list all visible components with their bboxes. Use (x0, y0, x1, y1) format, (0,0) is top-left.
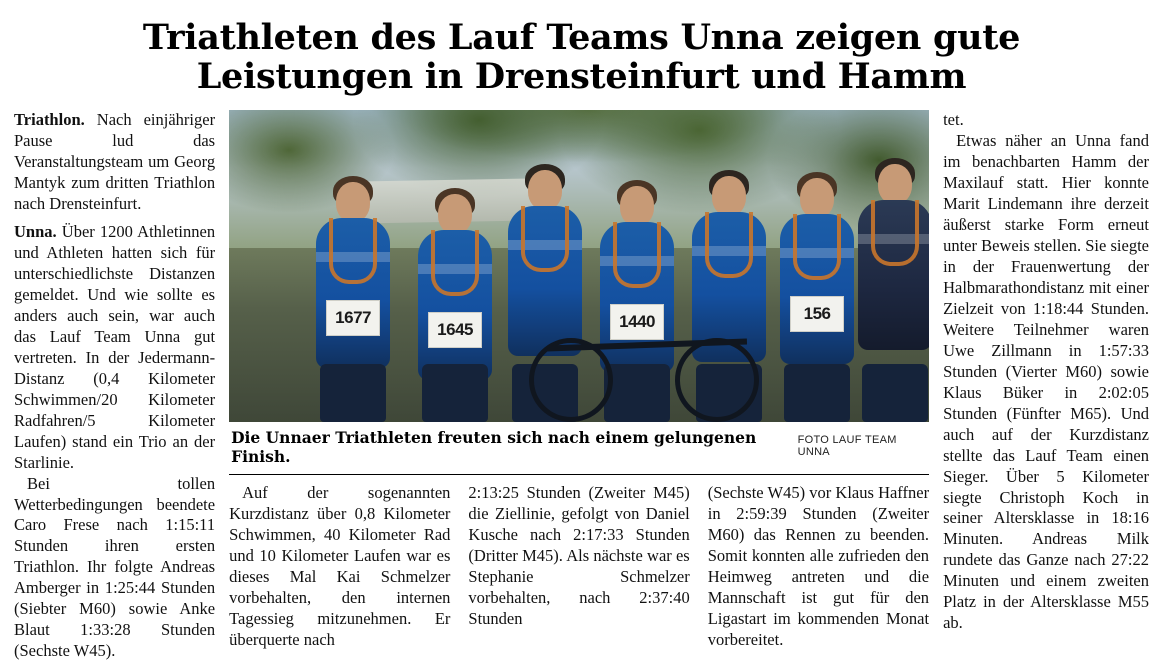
bottom-column-1 (229, 483, 462, 651)
photo-block (229, 110, 929, 475)
unna-paragraph (14, 222, 215, 473)
athlete-legs (320, 364, 386, 422)
medal-ribbon (521, 206, 569, 272)
headline-line-2: Leistungen in Drensteinfurt und Hamm (196, 56, 967, 98)
athlete-legs (784, 364, 850, 422)
race-bib-number: 1677 (326, 300, 380, 336)
athlete-head (438, 194, 472, 234)
bottom-column-2 (462, 483, 695, 651)
right-paragraph-0: tet. (943, 110, 964, 130)
bottom-paragraph-1: Auf der sogenannten Kurzdistanz über 0,8 Kilometer Schwimmen, 40 Kilometer Rad und 10 Kilometer Laufen war es dieses Mal Kai Schmelzer vorbehalten, den internen Tagessieg mitzunehmen. Er überquerte nach (229, 483, 451, 650)
medal-ribbon (431, 230, 479, 296)
race-bib-number: 1440 (610, 304, 664, 340)
athlete-legs (422, 364, 488, 422)
athlete-figure (847, 164, 929, 422)
bottom-paragraph-2: 2:13:25 Stunden (Zweiter M45) die Ziellinie, gefolgt von Daniel Kusche nach 2:17:33 Stunden (Dritter M45). Als nächste war es Stephanie Schmelzer vorbehalten, nach 2:37:40 Stunden (468, 483, 690, 629)
athlete-head (712, 176, 746, 216)
bottom-column-3 (696, 483, 929, 651)
race-bib-number: 1645 (428, 312, 482, 348)
athlete-legs (862, 364, 928, 422)
bicycle (529, 326, 759, 422)
intro-lead: Triathlon. (14, 110, 85, 130)
photo-caption-row (229, 422, 929, 475)
photo-caption: Die Unnaer Triathleten freuten sich nach einem gelungenen Finish. (231, 428, 757, 467)
left-paragraph-3: Bei tollen Wetterbedingungen beendete Caro Frese nach 1:15:11 Stunden ihren ersten Triathlon. Ihr folgte Andreas Amberger in 1:25:44 Stunden (Siebter M60) sowie Anke Blaut 1:33:28 Stunden (Sechste W45). (14, 473, 216, 661)
team-photo (229, 110, 929, 422)
center-column (229, 110, 929, 651)
medal-ribbon (871, 200, 919, 266)
bicycle-wheel (675, 338, 759, 422)
bottom-paragraph-3: (Sechste W45) vor Klaus Haffner in 2:59:39 Stunden (Zweiter M60) das Rennen zu beenden. Somit konnten alle zufrieden den Heimweg antreten und die Mannschaft ist gut für den Ligastart im kommenden Monat vorbereitet. (707, 483, 930, 650)
bottom-columns (229, 475, 929, 651)
headline-line-1: Triathleten des Lauf Teams Unna zeigen gute (142, 17, 1021, 58)
athlete-head (800, 178, 834, 218)
page-title (14, 18, 1149, 96)
athlete-head (878, 164, 912, 204)
athlete-head (336, 182, 370, 222)
medal-ribbon (329, 218, 377, 284)
unna-lead: Unna. (14, 222, 57, 242)
article-columns (14, 110, 1149, 662)
medal-ribbon (613, 222, 661, 288)
unna-text: Über 1200 Athletinnen und Athleten hatten sich für unterschiedlichste Distanzen gemeldet. Und wie sollte es anders auch sein, war auch das Lauf Team Unna gut vertreten. In der Jedermann-Distanz (0,4 Kilometer Schwimmen/20 Kilometer Radfahren/5 Kilometer Laufen) stand ein Trio an der Starlinie. (14, 222, 216, 472)
right-column (929, 110, 1149, 634)
intro-paragraph (14, 110, 215, 215)
athlete-head (528, 170, 562, 210)
athlete-figure (407, 194, 503, 422)
right-paragraph-1: Etwas näher an Unna fand im benachbarten Hamm der Maxilauf statt. Hier konnte Marit Lindemann ihre derzeit äußerst starke Form erneut unter Beweis stellen. Sie siegte in der Frauenwertung der Halbmarathondistanz mit einer Zielzeit von 1:18:44 Stunden. Weitere Teilnehmer waren Uwe Zillmann in 1:57:33 Stunden (Vierter M60) sowie Klaus Büker in 2:02:05 Stunden (Fünfter M65). Und auch auf der Kurzdistanz stellte das Lauf Team einen Sieger. Über 5 Kilometer siegte Christoph Koch in seiner Altersklasse in 18:16 Minuten. Andreas Milk rundete das Ganze nach 27:22 Minuten und einem zweiten Platz in der Altersklasse M55 ab. (943, 131, 1149, 633)
athlete-figure (305, 182, 401, 422)
intro-text: Nach einjähriger Pause lud das Veranstaltungsteam um Georg Mantyk zum dritten Triathlon nach Drensteinfurt. (14, 110, 216, 214)
race-bib-number: 156 (790, 296, 844, 332)
medal-ribbon (793, 214, 841, 280)
left-column (14, 110, 229, 662)
medal-ribbon (705, 212, 753, 278)
photo-credit: FOTO LAUF TEAM UNNA (797, 434, 897, 459)
athlete-head (620, 186, 654, 226)
bicycle-wheel (529, 338, 613, 422)
